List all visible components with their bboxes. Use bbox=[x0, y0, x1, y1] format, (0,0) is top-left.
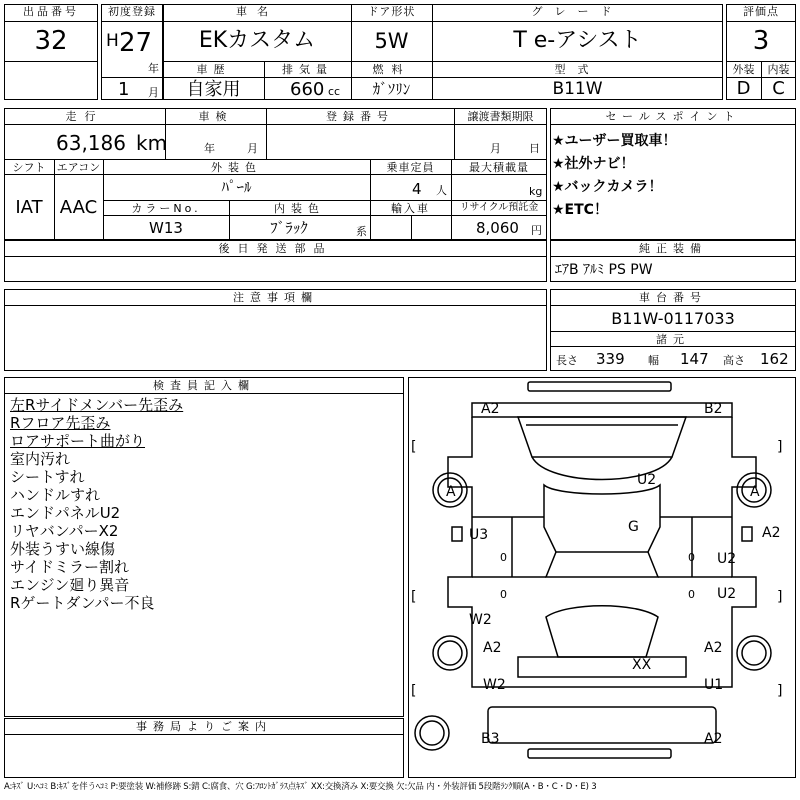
legend-footer: A:ｷｽﾞ U:ﾍｺﾐ B:ｷｽﾞを伴うﾍｺﾐ P:要塗装 W:補修跡 S:錆 C:腐食、穴 G:ﾌﾛﾝﾄｶﾞﾗｽ点ｷｽﾞ XX:交換済み X:要交換 欠:欠品 内・外装評価 5段階ﾗﾝｸ順(A・B・C・D・E) 3 bbox=[4, 782, 597, 792]
inspection-year-unit: 年 bbox=[204, 142, 215, 155]
width-label: 幅 bbox=[648, 354, 659, 367]
aircon-label: エアコン bbox=[56, 161, 101, 174]
transfer-day-unit: 日 bbox=[529, 142, 540, 155]
inspector-note: ハンドルすれ bbox=[10, 486, 101, 504]
length-label: 長さ bbox=[556, 354, 578, 367]
sales-point: ★ETC！ bbox=[552, 202, 608, 218]
mark-glass: G bbox=[628, 519, 639, 535]
score-label: 評価点 bbox=[743, 5, 779, 18]
recycle-fee: 8,060 bbox=[476, 219, 519, 237]
mark-front-right: B2 bbox=[704, 401, 723, 417]
mark-right-fender: A2 bbox=[762, 525, 781, 541]
month-unit: 月 bbox=[148, 86, 159, 99]
mark-right-rear: U1 bbox=[704, 677, 724, 693]
lot-number: 32 bbox=[34, 26, 68, 56]
mileage: 63,186 bbox=[56, 131, 126, 155]
grade-label: グレード bbox=[531, 5, 624, 18]
mark-right-rear-door: U2 bbox=[717, 586, 737, 602]
mileage-unit: km bbox=[136, 131, 168, 155]
score: 3 bbox=[752, 26, 770, 56]
length-value: 339 bbox=[596, 350, 625, 368]
inspector-note: Rフロア先歪み bbox=[10, 414, 111, 432]
inspector-note: ロアサポート曲がり bbox=[10, 432, 146, 450]
fuel-label: 燃料 bbox=[372, 63, 411, 76]
fuel: ｶﾞｿﾘﾝ bbox=[372, 80, 411, 98]
bracket-left-top: [ bbox=[411, 439, 417, 455]
displacement-unit: cc bbox=[328, 85, 341, 98]
max-load-label: 最大積載量 bbox=[469, 161, 529, 174]
bracket-left-mid: [ bbox=[411, 589, 417, 605]
exterior-color: ﾊﾟｰﾙ bbox=[221, 178, 252, 196]
bracket-right-low: ] bbox=[777, 683, 783, 699]
displacement: 660 bbox=[290, 79, 325, 100]
mark-zero-left-2: 0 bbox=[500, 588, 507, 601]
shift: IAT bbox=[15, 197, 43, 218]
interior-color-label: 内装色 bbox=[274, 202, 325, 215]
interior-color-suffix: 系 bbox=[356, 225, 367, 238]
exterior-color-label: 外装色 bbox=[211, 161, 262, 174]
interior-grade: C bbox=[772, 78, 785, 99]
mark-tire-left: A bbox=[446, 484, 456, 500]
sales-point: ★社外ナビ！ bbox=[552, 156, 635, 172]
dimensions-label: 諸元 bbox=[656, 333, 690, 346]
year-unit: 年 bbox=[148, 62, 159, 75]
sales-points-label: セールスポイント bbox=[605, 110, 741, 123]
door-type: 5W bbox=[374, 29, 409, 53]
registration-number-label: 登録番号 bbox=[326, 110, 394, 123]
height-value: 162 bbox=[760, 350, 789, 368]
registration-year: 27 bbox=[119, 28, 153, 58]
first-registration-label: 初度登録 bbox=[108, 5, 156, 18]
registration-era: H bbox=[106, 31, 119, 51]
chassis-number-label: 車台番号 bbox=[639, 291, 707, 304]
bracket-right-top: ] bbox=[777, 439, 783, 455]
equipment-value: ｴｱB ｱﾙﾐ PS PW bbox=[555, 262, 653, 278]
capacity: 4 bbox=[412, 180, 422, 198]
model-label: 型式 bbox=[554, 63, 601, 76]
shift-label: シフト bbox=[12, 161, 46, 174]
capacity-label: 乗車定員 bbox=[386, 161, 435, 174]
mark-right-front-door: U2 bbox=[717, 551, 737, 567]
later-parts-label: 後日発送部品 bbox=[218, 242, 333, 255]
mark-tire-right: A bbox=[750, 484, 760, 500]
caution-label: 注意事項欄 bbox=[233, 291, 318, 304]
capacity-unit: 人 bbox=[436, 184, 447, 197]
mark-zero-right-1: 0 bbox=[688, 551, 695, 564]
inspector-note: Rゲートダンパー不良 bbox=[10, 594, 155, 612]
mark-left-front-door: U3 bbox=[469, 527, 489, 543]
inspector-note: エンドパネルU2 bbox=[10, 504, 121, 522]
inspector-note: リヤバンパーX2 bbox=[10, 522, 119, 540]
history-label: 車歴 bbox=[196, 63, 231, 76]
car-name-label: 車名 bbox=[236, 5, 278, 18]
exterior-grade-label: 外装 bbox=[732, 63, 755, 76]
bracket-right-mid: ] bbox=[777, 589, 783, 605]
mark-rear-panel: XX bbox=[632, 657, 652, 673]
recycle-unit: 円 bbox=[531, 224, 542, 237]
mark-left-rear: W2 bbox=[483, 677, 506, 693]
inspector-note: エンジン廻り異音 bbox=[10, 576, 130, 594]
mark-zero-left-1: 0 bbox=[500, 551, 507, 564]
mark-hood: U2 bbox=[637, 472, 657, 488]
interior-grade-label: 内装 bbox=[767, 63, 790, 76]
sales-points-list bbox=[552, 130, 792, 222]
mark-rear-bumper-left: B3 bbox=[481, 731, 500, 747]
model: B11W bbox=[552, 79, 603, 99]
exterior-grade: D bbox=[736, 78, 751, 99]
equipment-label: 純正装備 bbox=[639, 242, 707, 255]
bracket-left-low: [ bbox=[411, 683, 417, 699]
recycle-label: リサイクル預託金 bbox=[459, 202, 539, 213]
inspection-label: 車検 bbox=[198, 110, 233, 123]
mark-rear-bumper-right: A2 bbox=[704, 731, 723, 747]
office-notice-label: 事務局よりご案内 bbox=[136, 720, 272, 733]
width-value: 147 bbox=[680, 350, 709, 368]
sales-point: ★バックカメラ！ bbox=[552, 179, 663, 195]
mark-front-left: A2 bbox=[481, 401, 500, 417]
mileage-label: 走行 bbox=[65, 110, 104, 123]
color-number: W13 bbox=[149, 219, 183, 237]
inspector-note: 室内汚れ bbox=[10, 450, 71, 468]
sales-point: ★ユーザー買取車！ bbox=[552, 133, 677, 149]
aircon: AAC bbox=[59, 197, 98, 218]
color-number-label: カラーNo. bbox=[131, 202, 201, 215]
height-label: 高さ bbox=[723, 354, 745, 367]
interior-color: ﾌﾞﾗｯｸ bbox=[270, 219, 308, 237]
chassis-number: B11W-0117033 bbox=[611, 309, 735, 328]
mark-left-rear-wheel: A2 bbox=[483, 640, 502, 656]
displacement-label: 排気量 bbox=[282, 63, 333, 76]
door-type-label: ドア形状 bbox=[367, 5, 416, 18]
mark-right-rear-wheel: A2 bbox=[704, 640, 723, 656]
inspector-notes-label: 検査員記入欄 bbox=[153, 379, 255, 392]
inspector-note: 左Rサイドメンバー先歪み bbox=[10, 396, 184, 414]
mark-left-quarter: W2 bbox=[469, 612, 492, 628]
max-load-unit: kg bbox=[529, 185, 543, 198]
mark-zero-right-2: 0 bbox=[688, 588, 695, 601]
car-body-diagram bbox=[408, 377, 796, 778]
car-name: EKカスタム bbox=[198, 28, 316, 53]
transfer-month-unit: 月 bbox=[490, 142, 501, 155]
registration-month: 1 bbox=[118, 79, 130, 100]
lot-number-label: 出品番号 bbox=[23, 5, 79, 18]
inspector-note: サイドミラー割れ bbox=[10, 558, 129, 576]
transfer-deadline-label: 譲渡書類期限 bbox=[467, 110, 534, 123]
import-label: 輸入車 bbox=[391, 202, 430, 215]
inspector-note: 外装うすい線傷 bbox=[10, 540, 116, 558]
grade: T e-アシスト bbox=[513, 28, 642, 53]
inspector-notes-list bbox=[10, 396, 400, 612]
inspector-note: シートすれ bbox=[10, 468, 85, 486]
history: 自家用 bbox=[186, 79, 241, 100]
inspection-month-unit: 月 bbox=[247, 142, 258, 155]
